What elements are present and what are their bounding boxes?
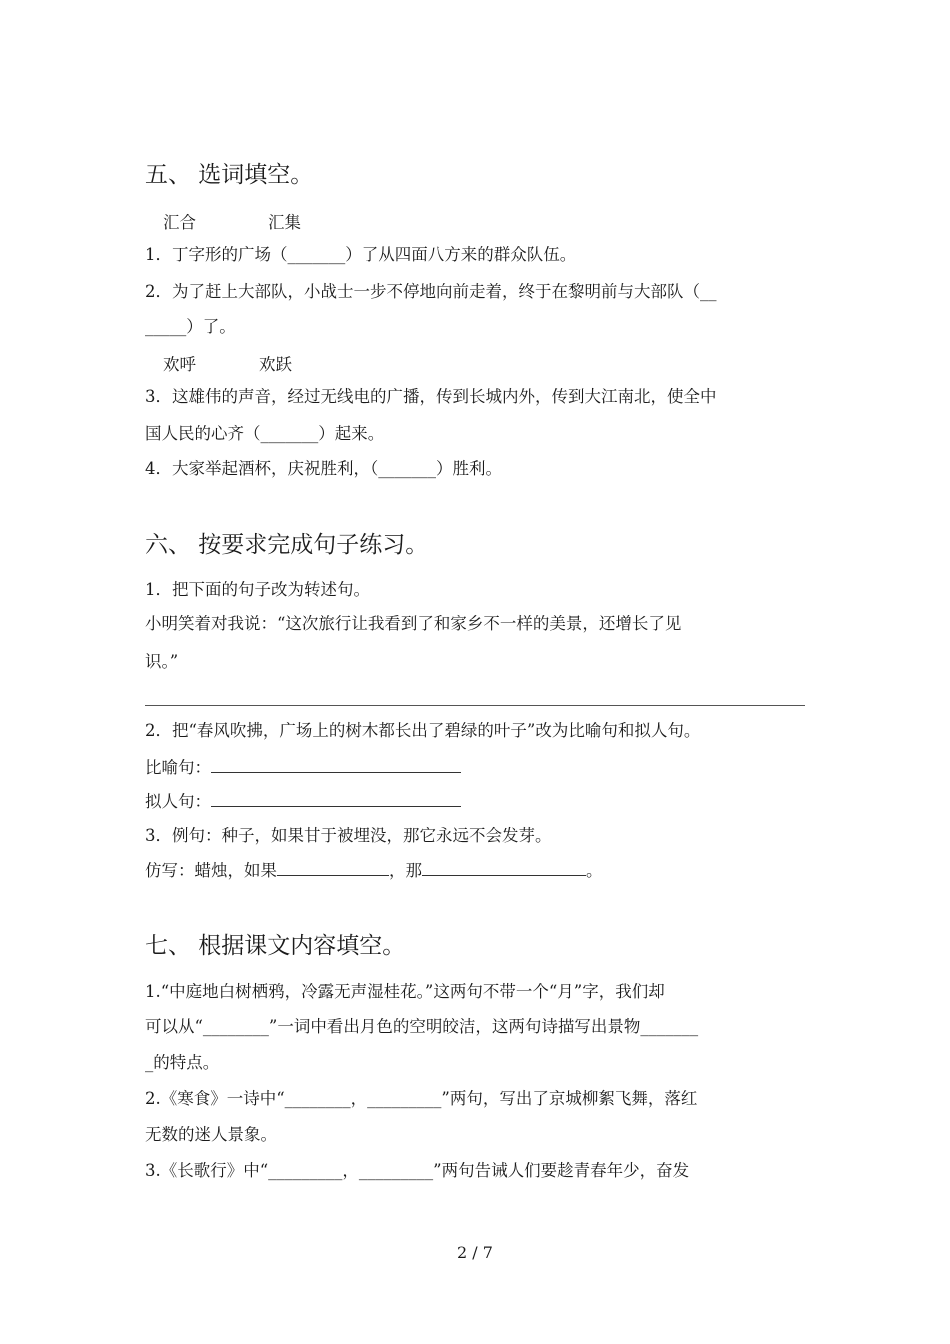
sec5-question-2-line2: _____）了。 [145, 317, 236, 336]
imitation-mid: ，那 [389, 861, 422, 880]
metaphor-answer-blank[interactable] [211, 756, 461, 773]
sec7-question-2-line2: 无数的迷人景象。 [145, 1125, 277, 1144]
page-number: 2 / 7 [457, 1243, 493, 1262]
word-option-1: 汇合 [163, 213, 196, 232]
imitation-blank-2[interactable] [422, 859, 586, 876]
sec5-question-3-line1: 3．这雄伟的声音，经过无线电的广播，传到长城内外，传到大江南北，使全中 [145, 387, 717, 406]
sec7-question-1-line3: _的特点。 [145, 1053, 220, 1072]
sec6-question-3: 3．例句：种子，如果甘于被埋没，那它永远不会发芽。 [145, 826, 552, 845]
answer-line[interactable] [145, 705, 805, 706]
sec5-question-2-line1: 2．为了赶上大部队，小战士一步不停地向前走着，终于在黎明前与大部队（__ [145, 282, 717, 301]
imitation-end: 。 [586, 861, 603, 880]
sec5-question-1: 1．丁字形的广场（_______）了从四面八方来的群众队伍。 [145, 245, 577, 264]
imitation-blank-1[interactable] [277, 859, 389, 876]
personify-row [145, 790, 461, 813]
sec7-question-2-line1: 2.《寒食》一诗中“________，_________”两句，写出了京城柳絮飞舞，落红 [145, 1089, 698, 1108]
sec5-question-4: 4．大家举起酒杯，庆祝胜利，（_______）胜利。 [145, 459, 502, 478]
sec7-question-1-line2: 可以从“________”一词中看出月色的空明皎洁，这两句诗描写出景物_______ [145, 1017, 699, 1036]
imitation-row [145, 859, 603, 882]
word-option-4: 欢跃 [259, 355, 292, 374]
section-7-title: 七、 根据课文内容填空。 [145, 933, 406, 959]
sec6-quote-line2: 识。” [145, 652, 179, 671]
personify-label: 拟人句： [145, 792, 211, 811]
sec6-quote-line1: 小明笑着对我说：“这次旅行让我看到了和家乡不一样的美景，还增长了见 [145, 614, 682, 633]
sec6-question-2: 2．把“春风吹拂，广场上的树木都长出了碧绿的叶子”改为比喻句和拟人句。 [145, 721, 701, 740]
personify-answer-blank[interactable] [211, 790, 461, 807]
word-option-3: 欢呼 [163, 355, 196, 374]
sec6-question-1: 1．把下面的句子改为转述句。 [145, 580, 370, 599]
sec7-question-1-line1: 1.“中庭地白树栖鸦，冷露无声湿桂花。”这两句不带一个“月”字，我们却 [145, 982, 665, 1001]
imitation-prefix: 仿写：蜡烛，如果 [145, 861, 277, 880]
section-5-title: 五、 选词填空。 [145, 162, 314, 188]
metaphor-label: 比喻句： [145, 758, 211, 777]
sec5-question-3-line2: 国人民的心齐（_______）起来。 [145, 424, 385, 443]
section-6-title: 六、 按要求完成句子练习。 [145, 532, 429, 558]
word-option-2: 汇集 [268, 213, 301, 232]
metaphor-row [145, 756, 461, 779]
sec7-question-3-line1: 3.《长歌行》中“_________，_________”两句告诫人们要趁青春年少，奋发 [145, 1161, 690, 1180]
